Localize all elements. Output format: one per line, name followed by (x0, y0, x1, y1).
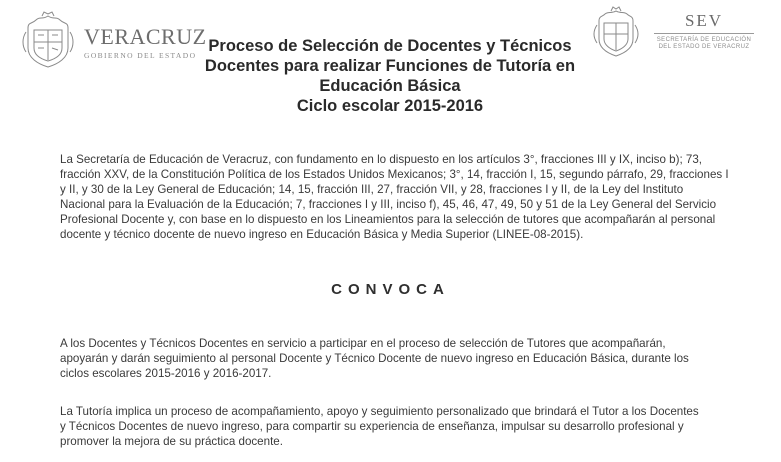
paragraph-line: Nacional para la Evaluación de la Educación; 7, fracciones I y III, inciso f), 45, 46, 47, 49, 50 y 51 de la Ley General del Servicio (60, 198, 717, 212)
veracruz-brand-subtitle: GOBIERNO DEL ESTADO (84, 51, 197, 60)
title-line-3: Educación Básica (319, 77, 461, 95)
convoca-heading: CONVOCA (331, 281, 450, 298)
paragraph-line: fracción XXV, de la Constitución Política de los Estados Unidos Mexicanos; 3°, 14, fracción I, 15, segundo párrafo, 29, fracciones I (60, 168, 729, 182)
sev-logo (592, 6, 762, 66)
title-line-1: Proceso de Selección de Docentes y Técnicos (208, 37, 572, 55)
sev-brand-name: SEV (684, 11, 724, 30)
document-title (190, 36, 590, 116)
title-line-2: Docentes para realizar Funciones de Tutoría en (204, 57, 576, 75)
title-line-4: Ciclo escolar 2015-2016 (296, 97, 484, 115)
paragraph-line: y II, y 30 de la Ley General de Educación; 14, 15, fracción III, 27, fracción VII, y 28, fracciones I y II, de la Ley del Instituto (60, 183, 684, 197)
invitation-paragraph (60, 336, 732, 381)
paragraph-line: A los Docentes y Técnicos Docentes en servicio a participar en el proceso de selección de Tutores que acompañarán, (60, 337, 666, 350)
paragraph-line: y Técnicos Docentes de nuevo ingreso, para compartir su experiencia de enseñanza, impulsar su desarrollo profesional y (60, 420, 684, 434)
veracruz-brand-name: VERACRUZ (84, 24, 207, 49)
tutoring-description-paragraph (60, 404, 732, 449)
sev-coat-of-arms-icon (592, 6, 640, 60)
veracruz-coat-of-arms-icon (20, 10, 76, 70)
veracruz-logo (20, 10, 207, 70)
sev-subtitle-line-1: SECRETARÍA DE EDUCACIÓN (656, 37, 752, 43)
legal-basis-paragraph (60, 152, 732, 243)
sev-divider (654, 33, 754, 34)
paragraph-line: Profesional Docente y, con base en lo dispuesto en los Lineamientos para la selección de tutores que acompañarán al personal (60, 213, 716, 227)
paragraph-line: ciclos escolares 2015-2016 y 2016-2017. (60, 367, 272, 381)
paragraph-line: La Tutoría implica un proceso de acompañamiento, apoyo y seguimiento personalizado que brindará el Tutor a los Docentes (60, 405, 699, 418)
paragraph-line: promover la mejora de su práctica docente. (60, 435, 283, 449)
sev-subtitle-line-2: DEL ESTADO DE VERACRUZ (658, 44, 750, 50)
paragraph-line: La Secretaría de Educación de Veracruz, con fundamento en lo dispuesto en los artículos 3°, fracciones III y IX, inciso b); 73, (60, 153, 703, 166)
paragraph-line: docente y técnico docente de nuevo ingreso en Educación Básica y Media Superior (LINEE-08-2015). (60, 228, 584, 242)
paragraph-line: apoyarán y darán seguimiento al personal Docente y Técnico Docente de nuevo ingreso en Educación Básica, durante los (60, 352, 689, 366)
